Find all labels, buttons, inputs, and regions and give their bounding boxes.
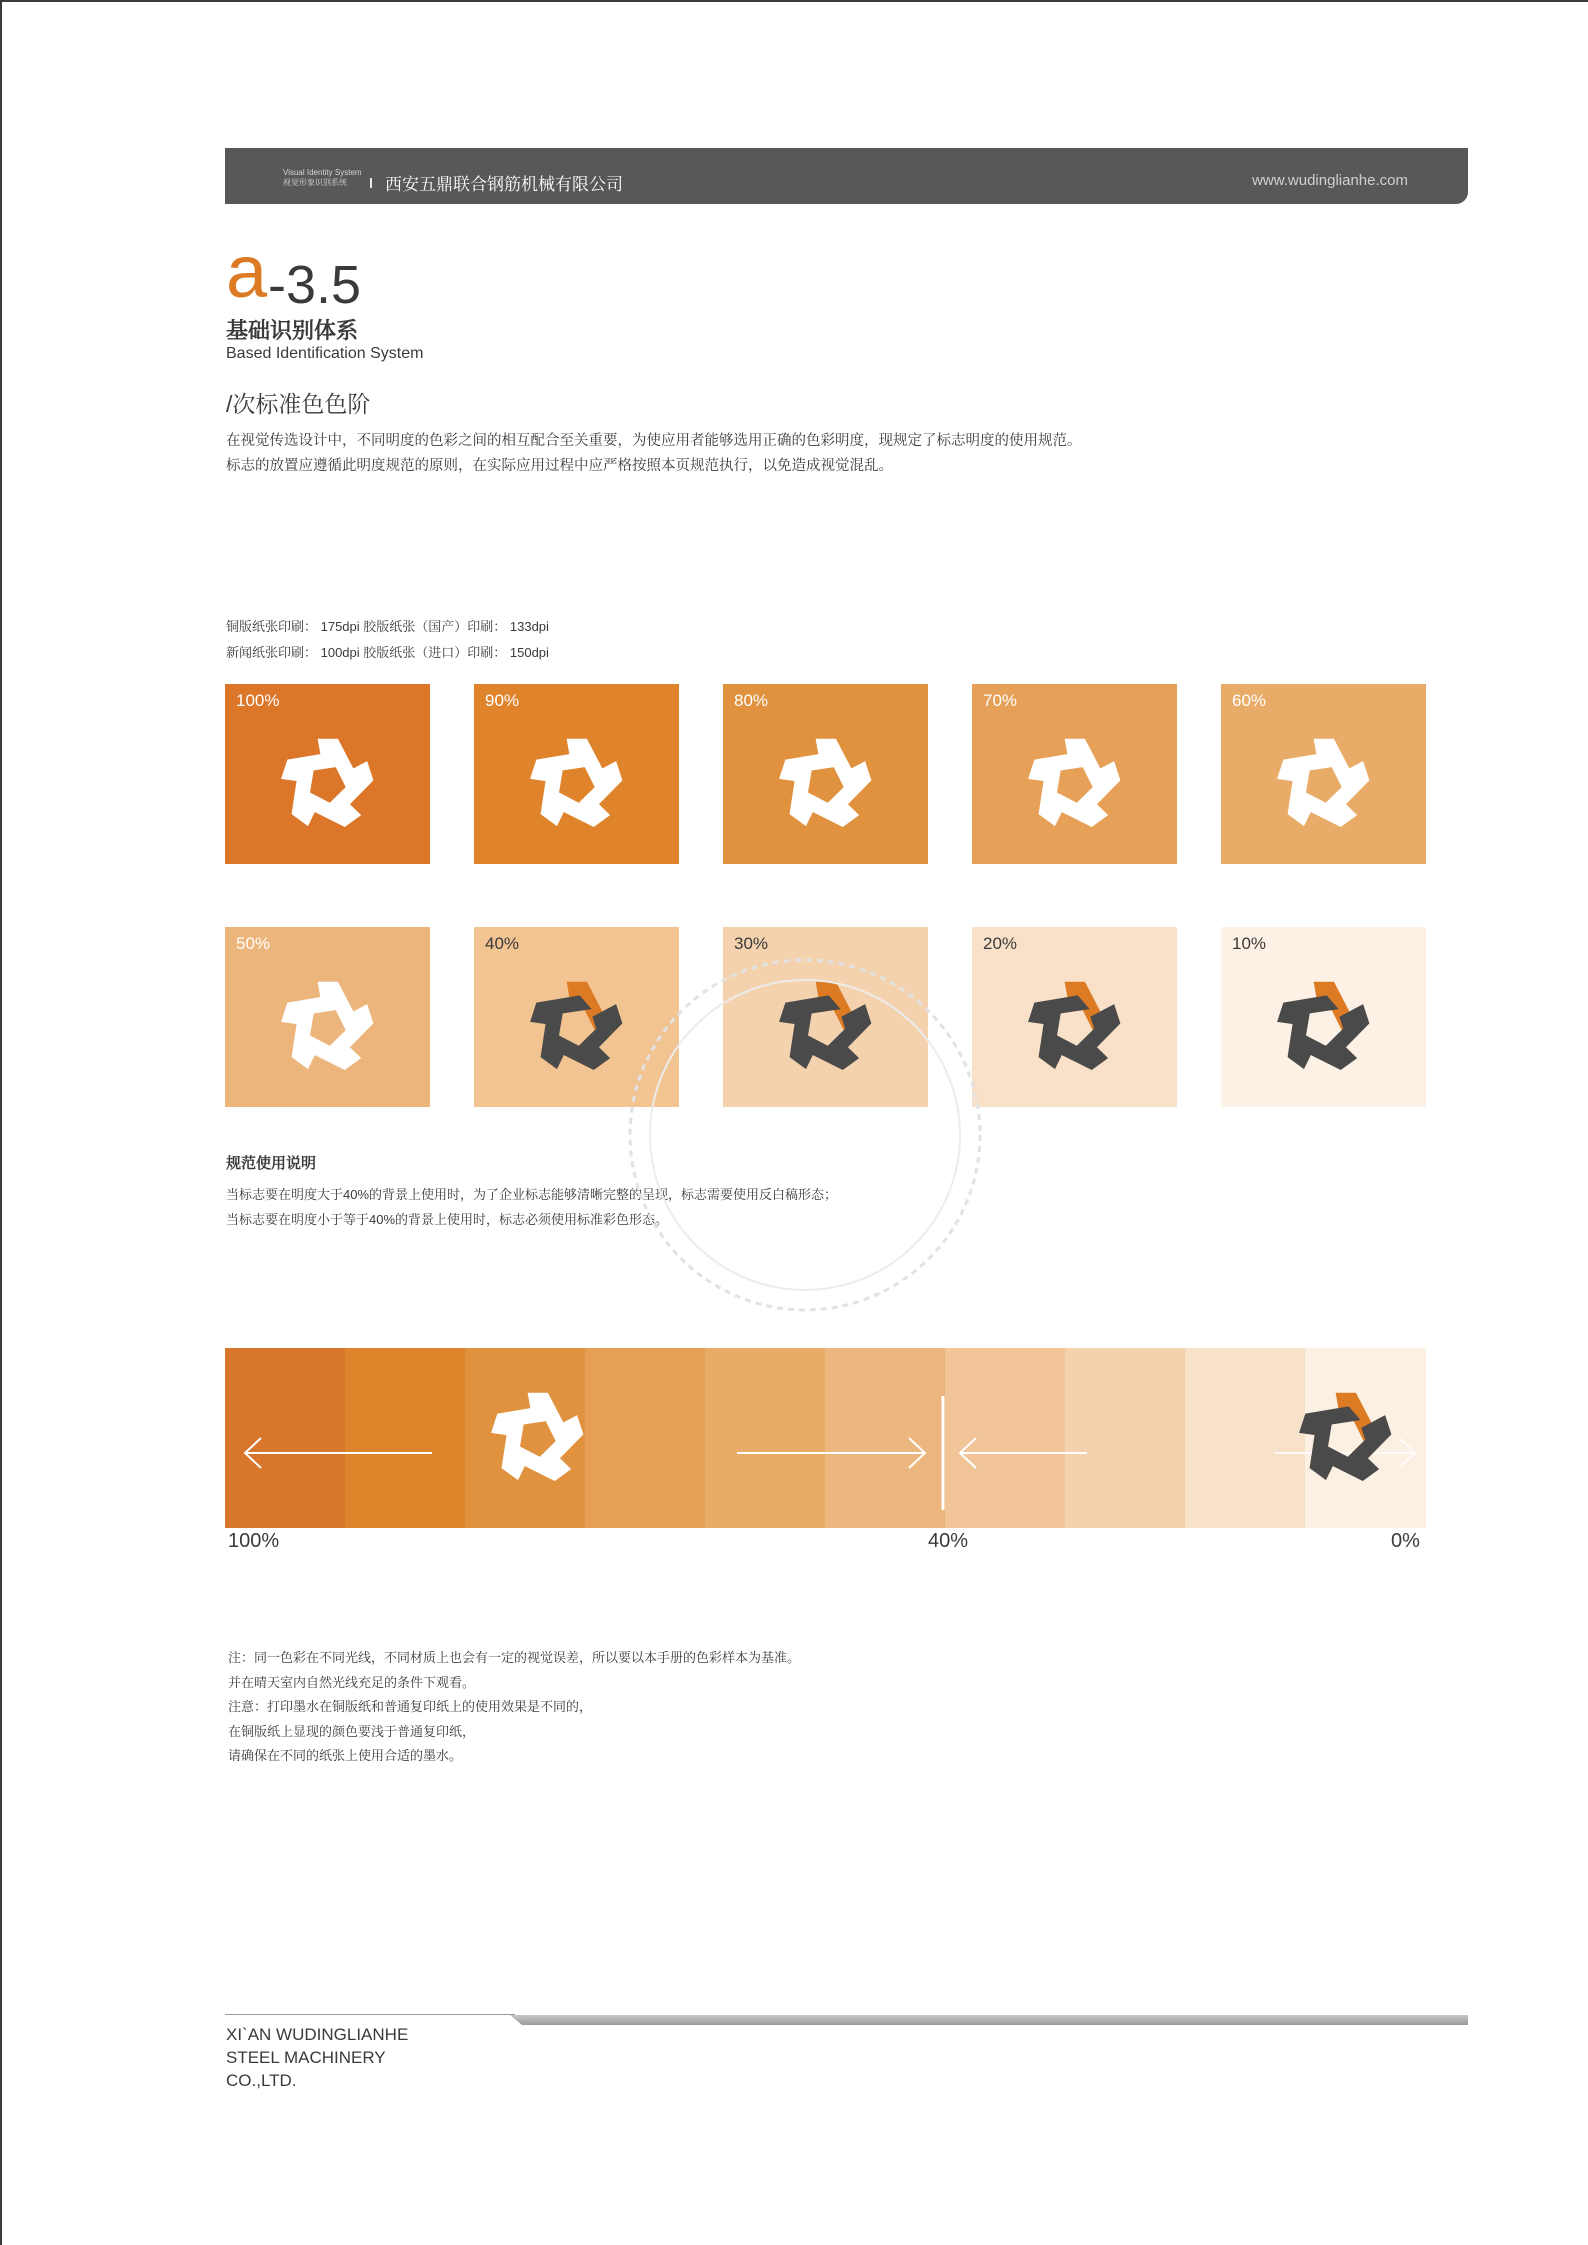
header-vi-label	[283, 168, 362, 188]
color-swatch	[225, 927, 430, 1107]
note-line: 在铜版纸上显现的颜色要浅于普通复印纸，	[228, 1723, 476, 1739]
page-edge-top	[0, 0, 1588, 2]
color-swatch	[474, 927, 679, 1107]
section-number: -3.5	[268, 255, 362, 315]
color-swatch	[723, 684, 928, 864]
print-spec-line: 新闻纸张印刷： 100dpi 胶版纸张（进口）印刷： 150dpi	[226, 645, 549, 660]
header-url: www.wudinglianhe.com	[1252, 172, 1408, 189]
intro-line: 在视觉传选设计中，不同明度的色彩之间的相互配合至关重要，为使应用者能够选用正确的色彩明度，现规定了标志明度的使用规范。	[226, 433, 1082, 449]
swatch-label: 40%	[485, 934, 520, 953]
star-logo-icon	[770, 729, 880, 839]
swatch-label: 20%	[983, 934, 1018, 953]
star-logo-icon	[482, 1383, 592, 1493]
intro-text	[226, 429, 1426, 479]
color-swatch	[474, 684, 679, 864]
swatch-label: 10%	[1232, 934, 1267, 953]
arrow-left-icon	[245, 1438, 432, 1468]
gradient-label-right: 0%	[1391, 1530, 1420, 1552]
swatch-label: 80%	[734, 691, 769, 710]
footer-line: XI`AN WUDINGLIANHE	[226, 2025, 409, 2044]
swatch-label: 90%	[485, 691, 520, 710]
color-swatch	[972, 927, 1177, 1107]
header-company-name: 西安五鼎联合钢筋机械有限公司	[385, 175, 623, 194]
page-edge-left	[0, 0, 2, 2245]
print-spec	[226, 614, 549, 666]
section-letter: a	[226, 230, 268, 313]
swatch-label: 100%	[236, 691, 280, 710]
usage-title: 规范使用说明	[226, 1155, 317, 1172]
intro-line: 标志的放置应遵循此明度规范的原则，在实际应用过程中应严格按照本页规范执行，以免造成视觉混乱。	[226, 458, 893, 474]
footer-line: STEEL MACHINERY	[226, 2048, 386, 2067]
star-logo-icon	[272, 972, 382, 1082]
gradient-bar-overlay	[225, 1348, 1425, 1528]
footer-line: CO.,LTD.	[226, 2071, 297, 2090]
color-swatch	[972, 684, 1177, 864]
note-line: 注：同一色彩在不同光线，不同材质上也会有一定的视觉误差，所以要以本手册的色彩样本为基准。	[228, 1650, 801, 1665]
note-line: 注意：打印墨水在铜版纸和普通复印纸上的使用效果是不同的，	[228, 1699, 593, 1714]
star-logo-icon	[1019, 972, 1129, 1082]
notes	[228, 1646, 800, 1769]
color-swatch	[723, 927, 928, 1107]
arrow-left-icon	[960, 1438, 1087, 1468]
swatch-label: 70%	[983, 691, 1018, 710]
note-line: 并在晴天室内自然光线充足的条件下观看。	[228, 1674, 476, 1690]
header-separator	[370, 178, 372, 188]
color-swatch	[225, 684, 430, 864]
header-bar	[225, 148, 1468, 204]
section-title-en: Based Identification System	[226, 345, 424, 362]
swatch-label: 60%	[1232, 691, 1267, 710]
header-vi-cn: 视觉形象识别系统	[283, 178, 347, 187]
footer-rule	[510, 2015, 1468, 2025]
footer-company	[226, 2023, 408, 2092]
star-logo-icon	[1019, 729, 1129, 839]
swatch-label: 50%	[236, 934, 271, 953]
color-swatch	[1221, 927, 1426, 1107]
star-logo-icon	[1290, 1383, 1400, 1493]
color-swatch	[1221, 684, 1426, 864]
header-vi-en: Visual Identity System	[283, 168, 362, 177]
note-line: 请确保在不同的纸张上使用合适的墨水。	[228, 1748, 463, 1763]
star-logo-icon	[521, 972, 631, 1082]
star-logo-icon	[1268, 729, 1378, 839]
usage-line: 当标志要在明度小于等于40%的背景上使用时，标志必须使用标准彩色形态。	[226, 1212, 669, 1227]
star-logo-icon	[770, 972, 880, 1082]
arrow-right-icon	[737, 1438, 925, 1468]
gradient-label-left: 100%	[228, 1530, 280, 1552]
gradient-bar	[225, 1348, 1425, 1528]
page-subtitle: /次标准色色阶	[226, 391, 371, 417]
swatch-label: 30%	[734, 934, 769, 953]
star-logo-icon	[1268, 972, 1378, 1082]
usage-text	[226, 1182, 837, 1232]
section-title-cn: 基础识别体系	[226, 318, 359, 343]
star-logo-icon	[272, 729, 382, 839]
print-spec-line: 铜版纸张印刷： 175dpi 胶版纸张（国产）印刷： 133dpi	[226, 619, 549, 634]
gradient-label-middle: 40%	[928, 1530, 969, 1552]
footer-thin-line	[225, 2014, 515, 2015]
star-logo-icon	[521, 729, 631, 839]
usage-line: 当标志要在明度大于40%的背景上使用时，为了企业标志能够清晰完整的呈现，标志需要使用反白稿形态；	[226, 1187, 838, 1202]
